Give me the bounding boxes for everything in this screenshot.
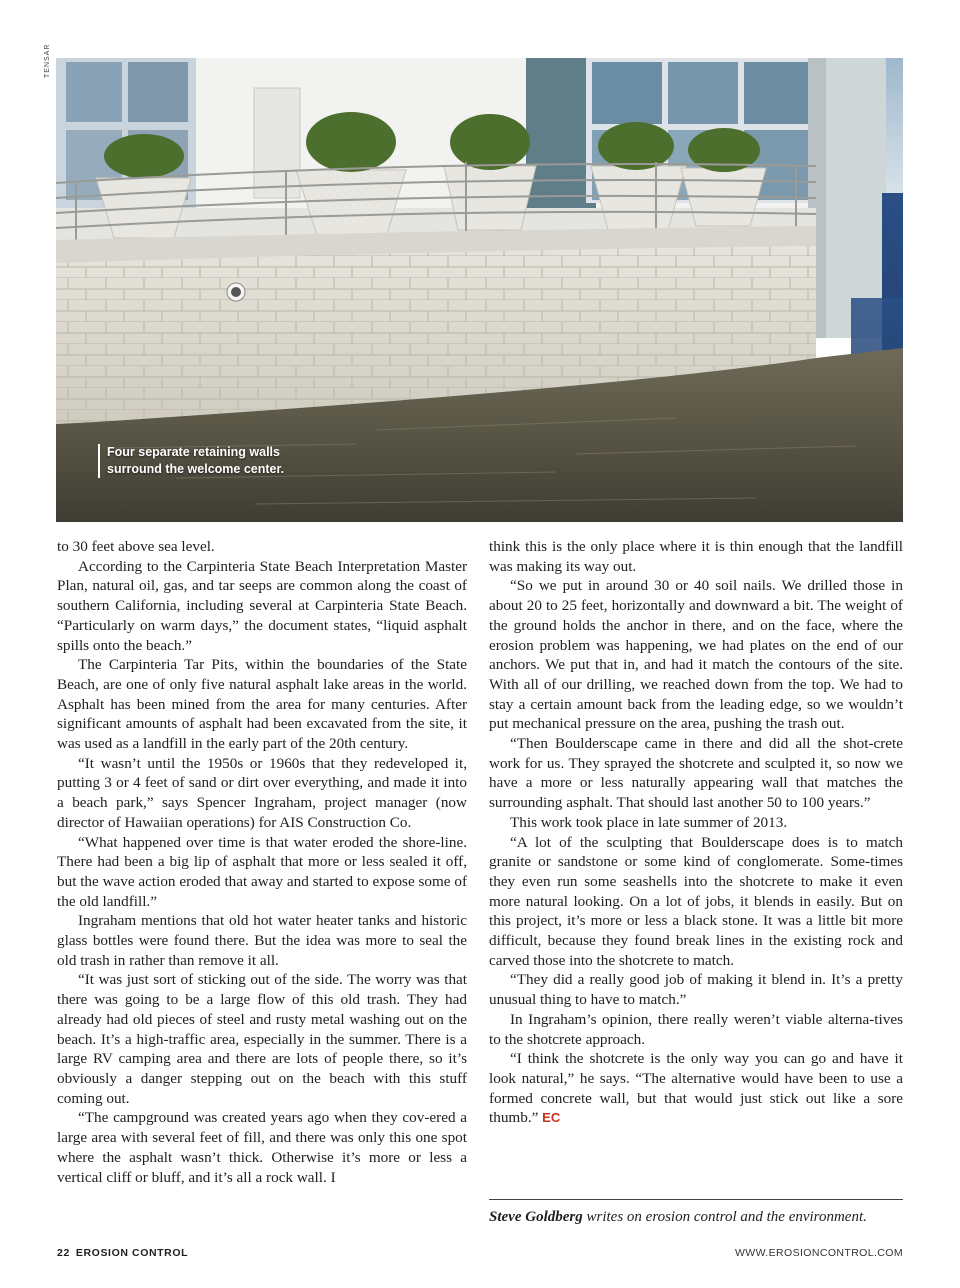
paragraph: Ingraham mentions that old hot water heater tanks and historic glass bottles were found there. But the idea was more to seal the old trash in rather than remove it all. (57, 912, 467, 969)
paragraph: “So we put in around 30 or 40 soil nails. We drilled those in about 20 to 25 feet, horizontally and downward a bit. The weight of the ground holds the anchor in there, and on the face, where the erosion problem was happening, we had plates on the end of our anchors. We put that in, and had it match the contours of the site. With all of our drilling, we reached down from the top. We had to stay a certain amount back from the leading edge, so we wouldn’t put mechanical pressure on the area, pushing the trash out. (489, 577, 903, 733)
bio-divider (489, 1199, 903, 1200)
article-column-right (489, 537, 903, 1128)
bio-text: writes on erosion control and the environment. (582, 1209, 867, 1225)
paragraph: “They did a really good job of making it blend in. It’s a pretty unusual thing to have to match.” (489, 971, 903, 1009)
paragraph: to 30 feet above sea level. (57, 538, 215, 555)
page-number: 22 (57, 1247, 70, 1259)
end-mark: EC (542, 1110, 561, 1126)
footer-website: WWW.EROSIONCONTROL.COM (734, 1247, 903, 1259)
paragraph: “It wasn’t until the 1950s or 1960s that they redeveloped it, putting 3 or 4 feet of sand or dirt over everything, and made it into a beach park,” says Spencer Ingraham, project manager (now director of Hawaiian operations) for AIS Construction Co. (57, 754, 467, 831)
article-column-left (57, 537, 467, 1187)
footer-folio (57, 1247, 188, 1259)
photo-credit: TENSAR (44, 43, 51, 78)
paragraph: This work took place in late summer of 2013. (510, 813, 788, 831)
final-text: “I think the shotcrete is the only way you can go and have it look natural,” he says. “The alternative would have been to use a formed concrete wall, but that would just stick out like a sore thumb.” (489, 1050, 903, 1127)
caption-line-2: surround the welcome center. (107, 462, 285, 476)
caption-line-1: Four separate retaining walls (107, 445, 280, 459)
photo-caption (98, 444, 358, 478)
author-bio (489, 1207, 903, 1227)
paragraph: “The campground was created years ago when they cov-ered a large area with several feet of fill, and there was only this one spot where the asphalt wasn’t thick. Otherwise it’s more or less a vertical cliff or bluff, and it’s all a rock wall. I (57, 1109, 467, 1186)
paragraph-final (489, 1049, 903, 1128)
magazine-name: EROSION CONTROL (75, 1247, 189, 1259)
paragraph: In Ingraham’s opinion, there really weren’t viable alterna-tives to the shotcrete approach. (489, 1010, 903, 1048)
paragraph: “Then Boulderscape came in there and did all the shot-crete work for us. They sprayed the shotcrete and sculpted it, so now we have a more or less naturally appearing wall that matches the surrounding asphalt. That should last another 50 to 100 years.” (489, 735, 903, 812)
paragraph: According to the Carpinteria State Beach Interpretation Master Plan, natural oil, gas, and tar seeps are common along the coast of southern California, including several at Carpinteria State Beach. “Particularly on warm days,” the document states, “liquid asphalt spills onto the beach.” (57, 557, 467, 654)
paragraph: think this is the only place where it is thin enough that the landfill was making its way out. (489, 538, 903, 575)
author-name: Steve Goldberg (489, 1209, 583, 1225)
paragraph: “A lot of the sculpting that Boulderscape does is to match granite or sandstone or some kind of conglomerate. Some-times they even run some seashells into the shotcrete to make it even more natural looking. On a lot of jobs, it blends in easily. But on this project, it’s more or less a black stone. It was a little bit more difficult, because they found break lines in the existing rock and carved those into the shotcrete to match. (489, 833, 903, 969)
paragraph: “What happened over time is that water eroded the shore-line. There had been a big lip of asphalt that more or less sealed it off, but the wave action eroded that away and started to expose some of the old landfill.” (57, 833, 467, 910)
paragraph: “It was just sort of sticking out of the side. The worry was that there was going to be a large flow of this old trash. They had already had old pieces of steel and rusty metal washing out on the beach. It’s a high-traffic area, especially in the summer. There is a large RV camping area and there are lots of people there, so it’s obviously a danger stepping out on the beach with this stuff coming out. (57, 971, 467, 1107)
paragraph: The Carpinteria Tar Pits, within the boundaries of the State Beach, are one of only five natural asphalt lake areas in the world. Asphalt has been mined from the area for many centuries. After significant amounts of asphalt had been excavated from the site, it was used as a landfill in the early part of the 20th century. (57, 656, 467, 753)
